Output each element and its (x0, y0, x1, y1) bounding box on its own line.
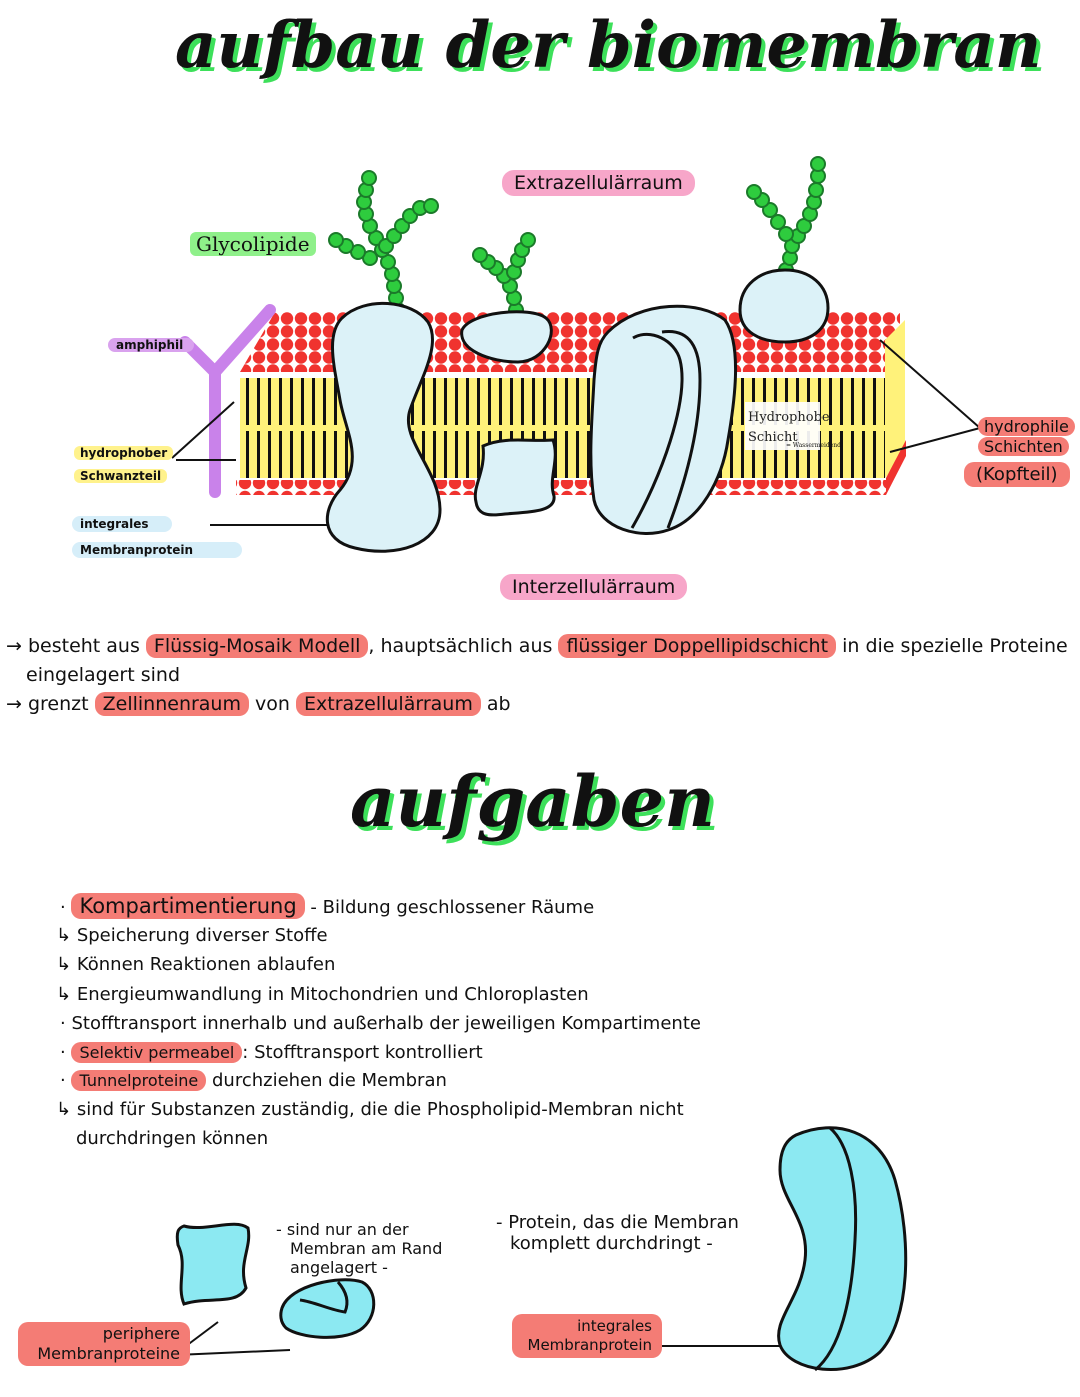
label-hydrophile-3: (Kopfteil) (964, 462, 1070, 487)
task-text: : Stofftransport kontrolliert (242, 1042, 483, 1063)
peripheral-label (18, 1322, 190, 1366)
bullet-icon: · (60, 897, 66, 918)
highlight-tunnelproteine: Tunnelproteine (71, 1070, 206, 1091)
task-text: durchziehen die Membran (211, 1070, 447, 1091)
bullet-icon: · (60, 1070, 66, 1091)
hydrophobe-line-2: Schicht (748, 430, 798, 445)
task-text: Speicherung diverser Stoffe (76, 925, 328, 946)
description-line-1-cont: eingelagert sind (26, 664, 181, 686)
desc-text: besteht aus (27, 635, 140, 657)
subarrow-icon: ↳ (56, 954, 72, 975)
task-speicherung (56, 921, 328, 950)
subarrow-icon: ↳ (56, 1099, 72, 1120)
label-glycolipide: Glycolipide (190, 232, 316, 256)
task-energieumwandlung (56, 980, 589, 1009)
label-interzellulaerraum: Interzellulärraum (500, 574, 687, 600)
task-text: - Bildung geschlossener Räume (310, 897, 595, 918)
tunnel-protein (591, 306, 736, 533)
integral-label (512, 1314, 662, 1358)
peripheral-note-line-2: Membran am Rand (290, 1239, 443, 1258)
task-kompartimentierung (60, 892, 594, 922)
label-integrales: integrales (72, 516, 172, 532)
glycoprotein-head-right (740, 270, 828, 342)
task-text: Können Reaktionen ablaufen (76, 954, 336, 975)
arrow-icon: → (6, 635, 22, 657)
desc-text: in die spezielle Proteine (842, 635, 1068, 657)
bottom-pointer-lines (176, 1322, 800, 1355)
peripheral-protein-mid (475, 440, 555, 515)
desc-text: von (255, 693, 290, 715)
peripheral-protein-shape-2 (281, 1280, 374, 1338)
task-substanzen-cont: durchdringen können (76, 1128, 269, 1149)
desc-text: , hauptsächlich aus (368, 635, 553, 657)
highlight-zellinnenraum: Zellinnenraum (95, 692, 249, 716)
peripheral-label-line-1: periphere (102, 1324, 180, 1343)
label-hydrophile-1: hydrophile (978, 417, 1075, 436)
task-reaktionen (56, 950, 335, 979)
integral-note-line-1: - Protein, das die Membran (496, 1212, 739, 1233)
highlight-fluessig-mosaik: Flüssig-Mosaik Modell (146, 634, 368, 658)
label-hydrophober: hydrophober (74, 446, 173, 460)
description-line-2 (6, 690, 511, 718)
highlight-selektiv-permeabel: Selektiv permeabel (71, 1042, 242, 1063)
highlight-doppellipidschicht: flüssiger Doppellipidschicht (558, 634, 836, 658)
page-title: aufbau der biomembran (175, 8, 1042, 83)
task-selektiv-permeabel (60, 1038, 483, 1067)
bullet-icon: · (60, 1013, 66, 1034)
task-text: Stofftransport innerhalb und außerhalb der jeweiligen Kompartimente (71, 1013, 701, 1034)
arrow-icon: → (6, 693, 22, 715)
label-hydrophile-2: Schichten (978, 437, 1069, 456)
tasks-title: aufgaben (350, 760, 716, 843)
task-text: Energieumwandlung in Mitochondrien und Chloroplasten (76, 984, 589, 1005)
task-tunnelproteine (60, 1066, 447, 1095)
label-amphiphil: amphiphil (108, 338, 194, 352)
desc-text: grenzt (27, 693, 89, 715)
label-membranprotein: Membranprotein (72, 542, 242, 558)
peripheral-note-line-1: - sind nur an der (276, 1220, 409, 1239)
task-text: sind für Substanzen zuständig, die die Phospholipid-Membran nicht (76, 1099, 684, 1120)
integral-note (496, 1212, 739, 1254)
peripheral-label-line-2: Membranproteine (37, 1344, 180, 1363)
task-stofftransport (60, 1009, 701, 1038)
integral-protein-shape (779, 1128, 906, 1370)
integral-label-line-2: Membranprotein (527, 1336, 652, 1354)
label-wassermeidend: = Wassermeidend (786, 442, 841, 449)
membrane-diagram (0, 140, 1080, 610)
highlight-extrazellulaerraum: Extrazellulärraum (296, 692, 481, 716)
label-extrazellulaerraum: Extrazellulärraum (502, 170, 695, 196)
desc-text: ab (486, 693, 511, 715)
integral-note-line-2: komplett durchdringt - (510, 1233, 713, 1254)
label-schwanzteil: Schwanzteil (74, 469, 167, 483)
subarrow-icon: ↳ (56, 984, 72, 1005)
highlight-kompartimentierung: Kompartimentierung (71, 893, 304, 919)
hydrophobe-line-1: Hydrophobe (748, 410, 830, 425)
subarrow-icon: ↳ (56, 925, 72, 946)
integral-label-line-1: integrales (577, 1317, 652, 1335)
bullet-icon: · (60, 1042, 66, 1063)
description-line-1 (6, 632, 1068, 660)
peripheral-protein-shape-1 (177, 1224, 248, 1304)
peripheral-note-line-3: angelagert - (290, 1258, 388, 1277)
peripheral-note (276, 1220, 442, 1277)
